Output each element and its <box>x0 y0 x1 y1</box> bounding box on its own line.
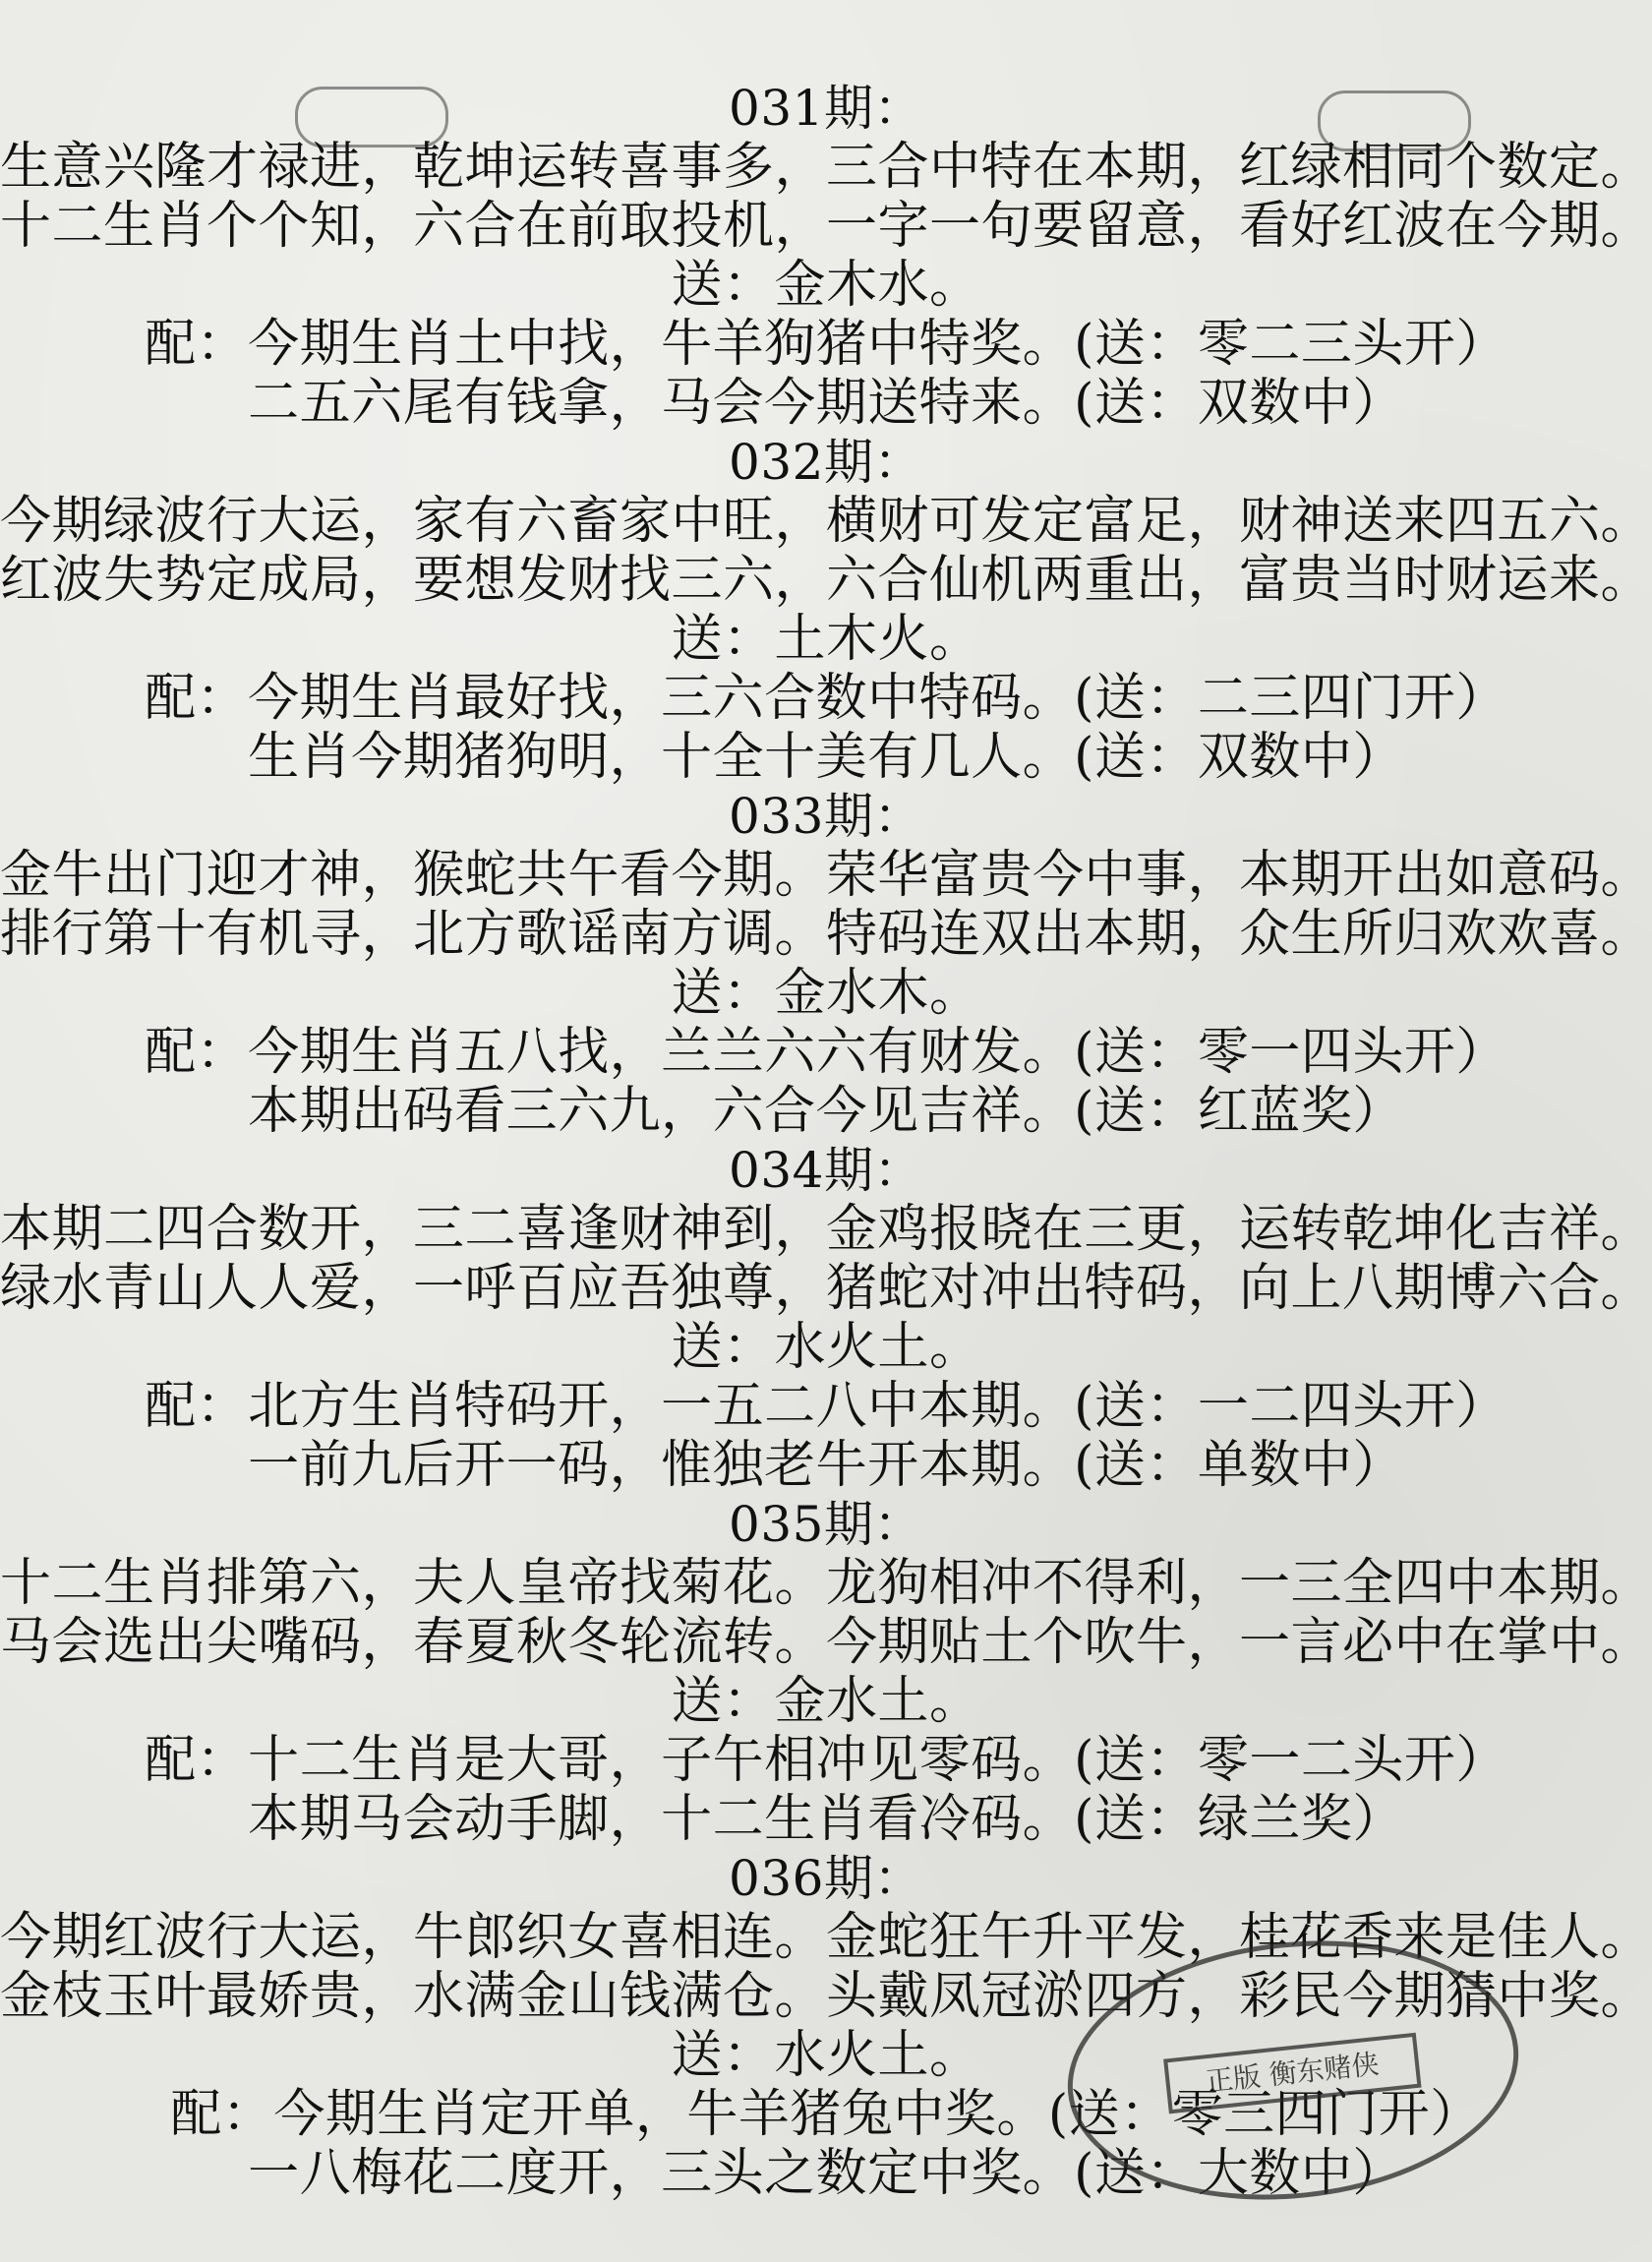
verse-line: 金枝玉叶最娇贵，水满金山钱满仓。头戴凤冠淤四方，彩民今期猜中奖。 <box>0 1967 1652 2026</box>
verse-line: 生意兴隆才禄进，乾坤运转喜事多，三合中特在本期，红绿相同个数定。 <box>0 138 1652 197</box>
verse-line: 今期绿波行大运，家有六畜家中旺，横财可发定富足，财神送来四五六。 <box>0 492 1652 551</box>
gift-line: 送：水火土。 <box>671 2026 981 2085</box>
verse-line: 十二生肖个个知，六合在前取投机，一字一句要留意，看好红波在今期。 <box>0 197 1652 256</box>
issue-title: 035期： <box>729 1496 923 1553</box>
issue-031 <box>0 79 1652 433</box>
pei-line: 生肖今期猪狗明，十全十美有几人。(送：双数中） <box>248 728 1404 787</box>
verse-line: 红波失势定成局，要想发财找三六，六合仙机两重出，富贵当时财运来。 <box>0 551 1652 610</box>
pei-line: 配：十二生肖是大哥，子午相冲见零码。(送：零一二头开） <box>145 1731 1507 1790</box>
verse-line: 十二生肖排第六，夫人皇帝找菊花。龙狗相冲不得利，一三全四中本期。 <box>0 1554 1652 1613</box>
pei-line: 配：今期生肖五八找，兰兰六六有财发。(送：零一四头开） <box>145 1023 1507 1082</box>
issue-title: 034期： <box>729 1142 923 1199</box>
pei-line: 二五六尾有钱拿，马会今期送特来。(送：双数中） <box>248 374 1404 433</box>
issue-title: 033期： <box>729 788 923 845</box>
issue-title: 036期： <box>729 1850 923 1907</box>
issue-034 <box>0 1141 1652 1495</box>
verse-line: 本期二四合数开，三二喜逢财神到，金鸡报晓在三更，运转乾坤化吉祥。 <box>0 1200 1652 1259</box>
pei-line: 配：今期生肖定开单，牛羊猪兔中奖。(送：零三四门开） <box>170 2085 1482 2144</box>
verse-line: 排行第十有机寻，北方歌谣南方调。特码连双出本期，众生所归欢欢喜。 <box>0 905 1652 964</box>
gift-line: 送：金水木。 <box>671 964 981 1023</box>
issue-title: 032期： <box>729 434 923 491</box>
pei-line: 本期马会动手脚，十二生肖看冷码。(送：绿兰奖） <box>248 1790 1404 1849</box>
pei-line: 配：今期生肖最好找，三六合数中特码。(送：二三四门开） <box>145 669 1507 728</box>
pei-line: 配：今期生肖土中找，牛羊狗猪中特奖。(送：零二三头开） <box>145 315 1507 374</box>
document-body <box>0 79 1652 2203</box>
issue-033 <box>0 787 1652 1141</box>
verse-line: 绿水青山人人爱，一呼百应吾独尊，猪蛇对冲出特码，向上八期博六合。 <box>0 1259 1652 1318</box>
issue-035 <box>0 1495 1652 1849</box>
issue-032 <box>0 433 1652 787</box>
seal-stamp-label: 正版 衡东赌侠 <box>1163 2033 1421 2114</box>
verse-line: 金牛出门迎才神，猴蛇共午看今期。荣华富贵今中事，本期开出如意码。 <box>0 846 1652 905</box>
gift-line: 送：金水土。 <box>671 1672 981 1731</box>
gift-line: 送：土木火。 <box>671 610 981 669</box>
gift-line: 送：金木水。 <box>671 256 981 315</box>
verse-line: 马会选出尖嘴码，春夏秋冬轮流转。今期贴土个吹牛，一言必中在掌中。 <box>0 1613 1652 1672</box>
gift-line: 送：水火土。 <box>671 1318 981 1377</box>
verse-line: 今期红波行大运，牛郎织女喜相连。金蛇狂午升平发，桂花香来是佳人。 <box>0 1908 1652 1967</box>
pei-line: 一前九后开一码，惟独老牛开本期。(送：单数中） <box>248 1436 1404 1495</box>
issue-title: 031期： <box>729 80 923 137</box>
pei-line: 本期出码看三六九，六合今见吉祥。(送：红蓝奖） <box>248 1082 1404 1141</box>
pei-line: 配：北方生肖特码开，一五二八中本期。(送：一二四头开） <box>145 1377 1507 1436</box>
pei-line: 一八梅花二度开，三头之数定中奖。(送：大数中） <box>248 2144 1404 2203</box>
